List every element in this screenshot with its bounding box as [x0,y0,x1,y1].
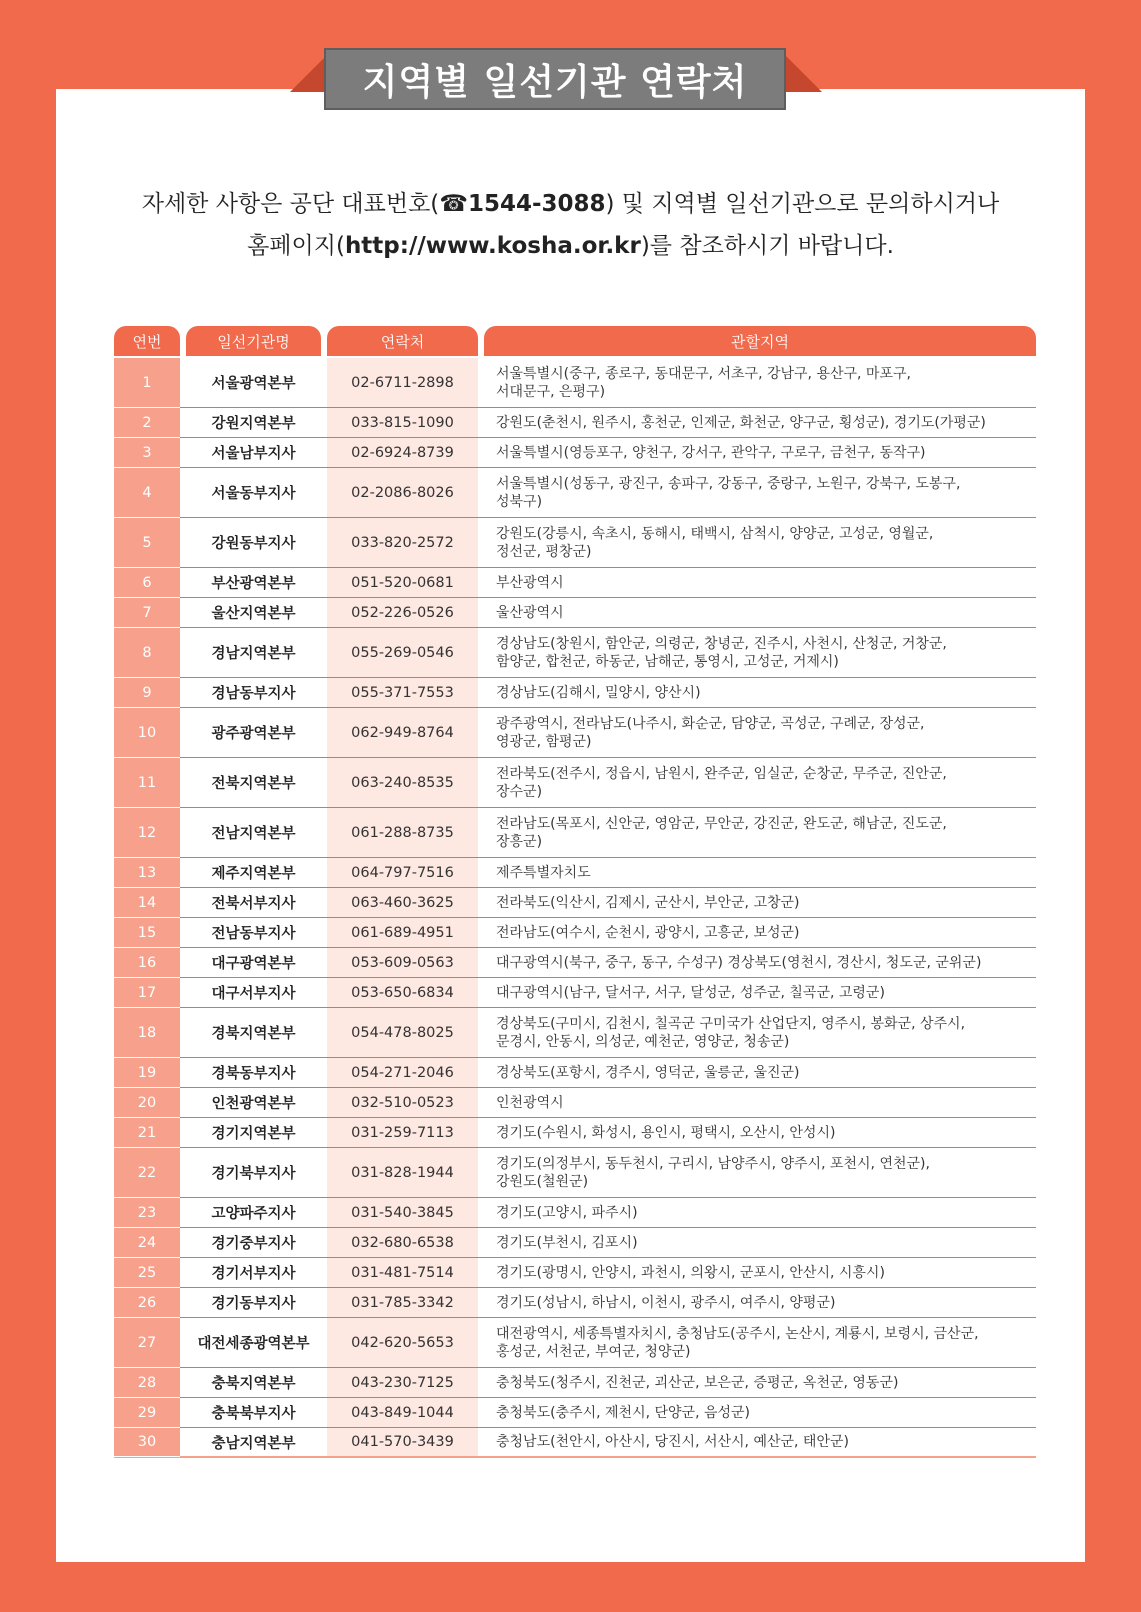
table-body [114,358,1036,1458]
office-name: 서울동부지사 [211,486,296,502]
row-number: 4 [114,468,180,518]
office-name: 대구광역본부 [211,956,296,972]
office-name: 경기서부지사 [211,1266,296,1282]
page-title: 지역별 일선기관 연락처 [324,48,786,110]
office-name: 고양파주지사 [211,1206,296,1222]
office-name: 강원동부지사 [211,536,296,552]
table-row [114,598,1036,628]
row-number: 19 [114,1058,180,1088]
jurisdiction-area: 경기도(의정부시, 동두천시, 구리시, 남양주시, 양주시, 포천시, 연천군), 강원도(철원군) [496,1155,930,1190]
office-phone: 051-520-0681 [327,568,478,597]
table-row [114,1088,1036,1118]
row-number: 22 [114,1148,180,1198]
row-number: 12 [114,808,180,858]
intro-line1-suffix: ) 및 지역별 일선기관으로 문의하시거나 [605,191,1000,217]
office-name: 경기북부지사 [211,1166,296,1182]
office-phone: 02-6924-8739 [327,438,478,467]
office-name: 전남지역본부 [211,826,296,842]
office-name: 충남지역본부 [211,1435,296,1452]
jurisdiction-area: 대구광역시(남구, 달서구, 서구, 달성군, 성주군, 칠곡군, 고령군) [496,984,885,1001]
jurisdiction-area: 충청남도(천안시, 아산시, 당진시, 서산시, 예산군, 태안군) [496,1434,849,1450]
row-number: 3 [114,438,180,468]
contacts-table [114,326,1036,1458]
table-header [114,326,1036,356]
office-name: 서울광역본부 [211,376,296,392]
header-no: 연번 [114,326,180,356]
jurisdiction-area: 인천광역시 [496,1094,564,1111]
intro-line-2 [56,225,1085,267]
row-number: 14 [114,888,180,918]
title-banner [296,48,816,112]
table-row [114,918,1036,948]
header-tel: 연락처 [327,326,478,356]
office-phone: 061-288-8735 [327,808,478,857]
jurisdiction-area: 경기도(성남시, 하남시, 이천시, 광주시, 여주시, 양평군) [496,1294,836,1311]
table-row [114,1008,1036,1058]
row-number: 18 [114,1008,180,1058]
table-row [114,708,1036,758]
intro-line-1 [56,183,1085,225]
jurisdiction-area: 경기도(광명시, 안양시, 과천시, 의왕시, 군포시, 안산시, 시흥시) [496,1264,885,1281]
jurisdiction-area: 부산광역시 [496,574,564,591]
table-row [114,1288,1036,1318]
office-name: 경북지역본부 [211,1026,296,1042]
office-name: 전남동부지사 [211,926,296,942]
office-phone: 053-609-0563 [327,948,478,977]
table-row [114,438,1036,468]
office-name: 울산지역본부 [211,606,296,622]
table-row [114,518,1036,568]
row-number: 2 [114,408,180,438]
row-number: 17 [114,978,180,1008]
office-phone: 055-269-0546 [327,628,478,677]
table-row [114,808,1036,858]
jurisdiction-area: 전라북도(익산시, 김제시, 군산시, 부안군, 고창군) [496,894,800,911]
office-phone: 064-797-7516 [327,858,478,887]
row-number: 26 [114,1288,180,1318]
table-row [114,1118,1036,1148]
table-row [114,468,1036,518]
jurisdiction-area: 서울특별시(성동구, 광진구, 송파구, 강동구, 중랑구, 노원구, 강북구, 도봉구, 성북구) [496,475,961,510]
intro-line2-suffix: )를 참조하시기 바랍니다. [640,233,894,259]
table-row [114,858,1036,888]
office-name: 경기동부지사 [211,1296,296,1312]
row-number: 21 [114,1118,180,1148]
intro-line1-prefix: 자세한 사항은 공단 대표번호( [141,191,440,217]
table-row [114,678,1036,708]
office-phone: 041-570-3439 [327,1428,478,1456]
office-phone: 063-460-3625 [327,888,478,917]
office-name: 서울남부지사 [211,446,296,462]
row-number: 9 [114,678,180,708]
jurisdiction-area: 충청북도(청주시, 진천군, 괴산군, 보은군, 증평군, 옥천군, 영동군) [496,1374,899,1391]
jurisdiction-area: 강원도(춘천시, 원주시, 홍천군, 인제군, 화천군, 양구군, 횡성군), 경기도(가평군) [496,414,986,431]
table-row [114,1198,1036,1228]
row-number: 7 [114,598,180,628]
office-name: 경남지역본부 [211,646,296,662]
office-name: 전북서부지사 [211,896,296,912]
row-number: 27 [114,1318,180,1368]
jurisdiction-area: 경기도(부천시, 김포시) [496,1234,638,1251]
office-phone: 031-828-1944 [327,1148,478,1197]
office-phone: 031-785-3342 [327,1288,478,1317]
office-name: 전북지역본부 [211,776,296,792]
phone-icon: ☎ [439,191,468,217]
office-phone: 063-240-8535 [327,758,478,807]
row-number: 15 [114,918,180,948]
office-name: 경기중부지사 [211,1236,296,1252]
office-name: 대구서부지사 [211,986,296,1002]
office-name: 강원지역본부 [211,416,296,432]
intro-text [56,183,1085,267]
office-name: 부산광역본부 [211,576,296,592]
table-row [114,568,1036,598]
jurisdiction-area: 전라북도(전주시, 정읍시, 남원시, 완주군, 임실군, 순창군, 무주군, 진안군, 장수군) [496,765,947,800]
jurisdiction-area: 울산광역시 [496,604,564,621]
table-row [114,758,1036,808]
table-row [114,1398,1036,1428]
row-number: 28 [114,1368,180,1398]
office-name: 인천광역본부 [211,1096,296,1112]
office-phone: 061-689-4951 [327,918,478,947]
office-phone: 032-510-0523 [327,1088,478,1117]
table-row [114,1228,1036,1258]
table-row [114,1258,1036,1288]
office-name: 경북동부지사 [211,1066,296,1082]
jurisdiction-area: 경기도(수원시, 화성시, 용인시, 평택시, 오산시, 안성시) [496,1124,836,1141]
jurisdiction-area: 대구광역시(북구, 중구, 동구, 수성구) 경상북도(영천시, 경산시, 청도군, 군위군) [496,954,982,971]
office-name: 대전세종광역본부 [197,1336,310,1352]
table-row [114,1368,1036,1398]
table-row [114,408,1036,438]
table-row [114,628,1036,678]
row-number: 13 [114,858,180,888]
row-number: 20 [114,1088,180,1118]
jurisdiction-area: 경상북도(포항시, 경주시, 영덕군, 울릉군, 울진군) [496,1064,800,1081]
jurisdiction-area: 경상남도(창원시, 함안군, 의령군, 창녕군, 진주시, 사천시, 산청군, 거창군, 함양군, 합천군, 하동군, 남해군, 통영시, 고성군, 거제시) [496,635,947,670]
jurisdiction-area: 경상북도(구미시, 김천시, 칠곡군 구미국가 산업단지, 영주시, 봉화군, 상주시, 문경시, 안동시, 의성군, 예천군, 영양군, 청송군) [496,1015,966,1050]
table-row [114,1058,1036,1088]
row-number: 23 [114,1198,180,1228]
row-number: 29 [114,1398,180,1428]
row-number: 6 [114,568,180,598]
office-name: 충북북부지사 [211,1406,296,1422]
jurisdiction-area: 전라남도(여수시, 순천시, 광양시, 고흥군, 보성군) [496,924,800,941]
office-phone: 043-230-7125 [327,1368,478,1397]
office-phone: 043-849-1044 [327,1398,478,1427]
row-number: 1 [114,358,180,408]
jurisdiction-area: 충청북도(충주시, 제천시, 단양군, 음성군) [496,1404,751,1421]
row-number: 10 [114,708,180,758]
row-number: 24 [114,1228,180,1258]
office-phone: 02-2086-8026 [327,468,478,517]
office-phone: 062-949-8764 [327,708,478,757]
main-phone-number: 1544-3088 [467,191,606,217]
table-row [114,948,1036,978]
jurisdiction-area: 광주광역시, 전라남도(나주시, 화순군, 담양군, 곡성군, 구례군, 장성군, 영광군, 함평군) [496,715,925,750]
jurisdiction-area: 경기도(고양시, 파주시) [496,1204,638,1221]
row-number: 16 [114,948,180,978]
office-phone: 055-371-7553 [327,678,478,707]
jurisdiction-area: 전라남도(목포시, 신안군, 영암군, 무안군, 강진군, 완도군, 해남군, 진도군, 장흥군) [496,815,947,850]
table-row [114,358,1036,408]
office-name: 제주지역본부 [211,866,296,882]
office-phone: 054-271-2046 [327,1058,478,1087]
homepage-link[interactable]: http://www.kosha.or.kr [344,233,641,259]
office-phone: 033-815-1090 [327,408,478,437]
office-phone: 02-6711-2898 [327,358,478,407]
row-number: 25 [114,1258,180,1288]
jurisdiction-area: 서울특별시(중구, 종로구, 동대문구, 서초구, 강남구, 용산구, 마포구, 서대문구, 은평구) [496,365,911,400]
jurisdiction-area: 경상남도(김해시, 밀양시, 양산시) [496,684,701,701]
row-number: 8 [114,628,180,678]
header-area: 관할지역 [484,326,1036,356]
table-row [114,1318,1036,1368]
row-number: 11 [114,758,180,808]
row-number: 30 [114,1428,180,1457]
office-phone: 031-540-3845 [327,1198,478,1227]
office-phone: 042-620-5653 [327,1318,478,1367]
office-phone: 031-259-7113 [327,1118,478,1147]
office-name: 충북지역본부 [211,1376,296,1392]
office-phone: 052-226-0526 [327,598,478,627]
office-phone: 054-478-8025 [327,1008,478,1057]
jurisdiction-area: 강원도(강릉시, 속초시, 동해시, 태백시, 삼척시, 양양군, 고성군, 영월군, 정선군, 평창군) [496,525,934,560]
jurisdiction-area: 대전광역시, 세종특별자치시, 충청남도(공주시, 논산시, 계룡시, 보령시, 금산군, 홍성군, 서천군, 부여군, 청양군) [496,1325,979,1360]
row-number: 5 [114,518,180,568]
table-row [114,978,1036,1008]
office-phone: 033-820-2572 [327,518,478,567]
office-phone: 032-680-6538 [327,1228,478,1257]
office-name: 광주광역본부 [211,726,296,742]
table-row [114,1428,1036,1458]
jurisdiction-area: 제주특별자치도 [496,864,591,881]
table-row [114,1148,1036,1198]
office-phone: 053-650-6834 [327,978,478,1007]
table-row [114,888,1036,918]
intro-line2-prefix: 홈페이지( [247,233,345,259]
header-name: 일선기관명 [186,326,321,356]
jurisdiction-area: 서울특별시(영등포구, 양천구, 강서구, 관악구, 구로구, 금천구, 동작구) [496,444,926,461]
office-name: 경기지역본부 [211,1126,296,1142]
office-phone: 031-481-7514 [327,1258,478,1287]
office-name: 경남동부지사 [211,686,296,702]
